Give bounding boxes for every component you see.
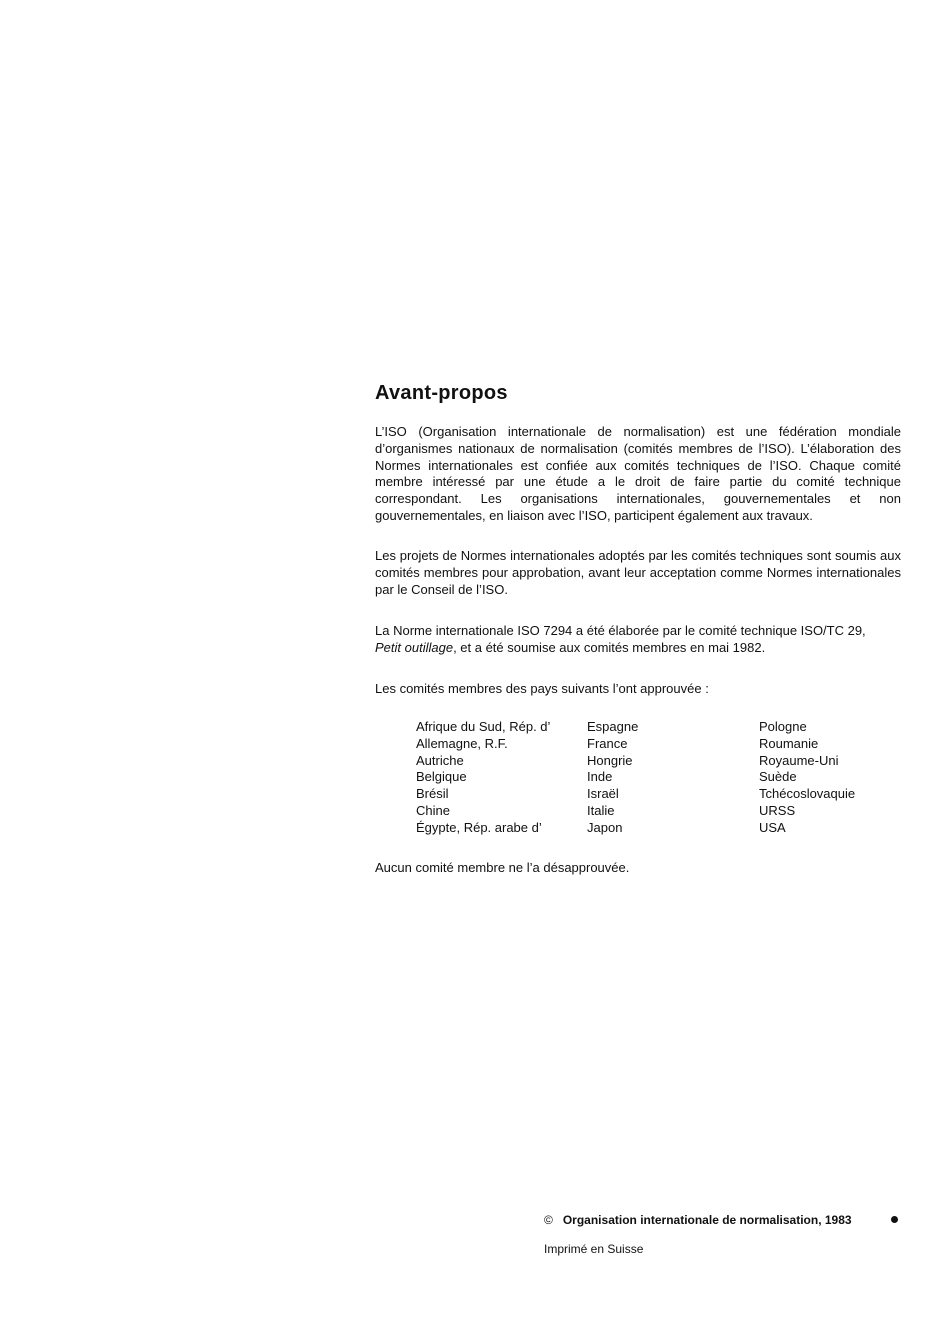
country-item: France <box>587 735 628 751</box>
copyright-icon: © <box>544 1213 553 1227</box>
country-column <box>759 719 855 837</box>
bullet-icon <box>891 1216 898 1223</box>
printed-in: Imprimé en Suisse <box>544 1242 644 1256</box>
norm-text-before: La Norme internationale ISO 7294 a été élaborée par le comité technique ISO/TC 29, <box>375 623 866 638</box>
country-item: Allemagne, R.F. <box>416 735 508 751</box>
norm-subject: Petit outillage <box>375 639 454 655</box>
country-item: Hongrie <box>587 752 633 768</box>
disapproval-note: Aucun comité membre ne l’a désapprouvée. <box>375 860 630 875</box>
country-item: Pologne <box>759 719 807 734</box>
country-item: Brésil <box>416 786 449 802</box>
country-column <box>587 719 638 837</box>
norm-text-after: , et a été soumise aux comités membres en mai 1982. <box>453 639 766 655</box>
country-item: Italie <box>587 802 615 818</box>
country-item: Roumanie <box>759 735 819 751</box>
country-item: URSS <box>759 802 796 818</box>
country-item: Japon <box>587 819 623 835</box>
country-item: Inde <box>587 769 613 785</box>
country-item: Espagne <box>587 719 639 734</box>
page-title: Avant-propos <box>375 382 508 404</box>
country-item: Chine <box>416 802 450 818</box>
copyright-line <box>544 1213 852 1227</box>
country-item: Autriche <box>416 752 464 768</box>
approval-intro: Les comités membres des pays suivants l’ont approuvée : <box>375 681 709 696</box>
copyright-text: Organisation internationale de normalisation, 1983 <box>562 1213 852 1227</box>
country-item: Royaume-Uni <box>759 752 839 768</box>
norm-paragraph <box>375 623 901 657</box>
country-column <box>416 719 550 837</box>
foreword-paragraph: L’ISO (Organisation internationale de normalisation) est une fédération mondiale d’organismes nationaux de normalisation (comités membres de l’ISO). L’élaboration des Normes internationales est confiée aux comités techniques de l’ISO. Chaque comité membre intéressé par une étude a le droit de faire partie du comité technique correspondant. Les organisations internationales, gouvernementales et non gouvernementales, en liaison avec l’ISO, participent également aux travaux. <box>375 424 901 523</box>
country-item: Égypte, Rép. arabe d’ <box>416 819 542 835</box>
country-item: Tchécoslovaquie <box>759 786 856 802</box>
country-item: Suède <box>759 769 797 785</box>
country-item: Belgique <box>416 769 467 785</box>
country-item: Afrique du Sud, Rép. d’ <box>416 719 551 734</box>
foreword-paragraph: Les projets de Normes internationales adoptés par les comités techniques sont soumis aux comités membres pour approbation, avant leur acceptation comme Normes internationales par le Conseil de l’ISO. <box>375 548 901 597</box>
country-item: Israël <box>587 786 619 802</box>
country-item: USA <box>759 819 786 835</box>
